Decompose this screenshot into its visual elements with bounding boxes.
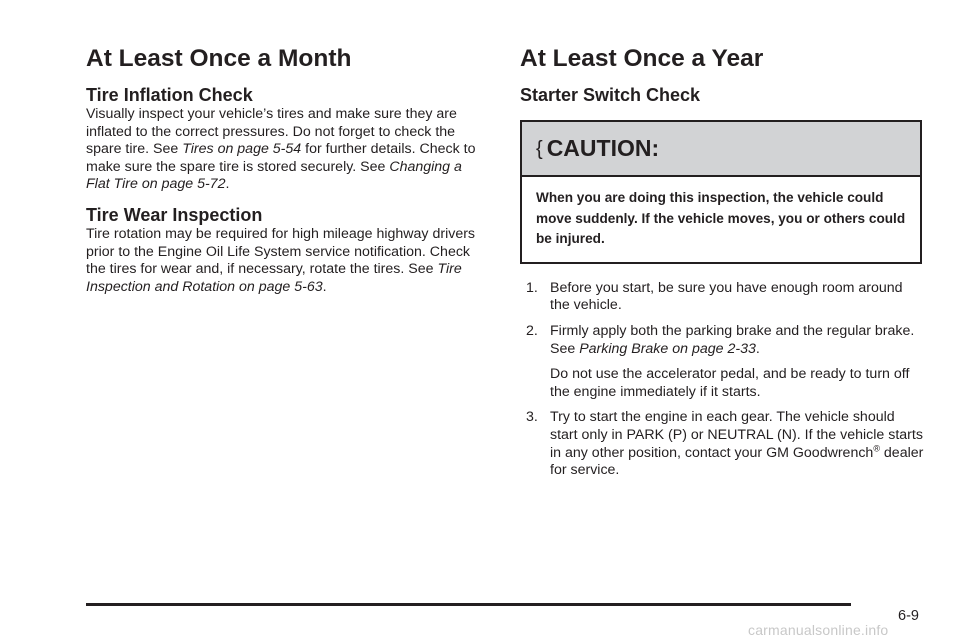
- caution-title: CAUTION:: [546, 135, 660, 161]
- step-number: 1.: [526, 279, 538, 296]
- text: Visually inspect your vehicle’s tires and make sure they are inflated to the correct pressures. Do not forget to check the spare tire. See: [86, 106, 457, 158]
- footer-rule: [86, 603, 851, 606]
- text: for further details. Check to make sure the spare tire is stored securely. See: [86, 141, 476, 175]
- registered-mark: ®: [873, 442, 880, 453]
- page-number: 6-9: [898, 608, 919, 624]
- step-text: Firmly apply both the parking brake and the regular brake. See: [550, 322, 915, 357]
- cross-reference-tires: Tires on page 5-54: [182, 141, 302, 158]
- list-item: [520, 323, 924, 401]
- step-number: 3.: [526, 409, 538, 426]
- heading-tire-inflation-check: Tire Inflation Check: [86, 85, 253, 105]
- steps-list: [520, 280, 924, 480]
- step-note: Do not use the accelerator pedal, and be ready to turn off the engine immediately if it starts.: [550, 366, 910, 400]
- heading-tire-wear-inspection: Tire Wear Inspection: [86, 204, 263, 225]
- step-number: 2.: [526, 322, 538, 339]
- text: .: [225, 176, 230, 193]
- caution-icon: {: [536, 137, 543, 160]
- step-text: Try to start the engine in each gear. The vehicle should start only in PARK (P) or NEUTRAL (N). If the vehicle starts in any other position, contact your GM Goodwrench: [550, 409, 923, 461]
- right-column: [520, 44, 924, 488]
- text: .: [322, 278, 327, 295]
- caution-box: [520, 120, 922, 264]
- step-text: Before you start, be sure you have enough room around the vehicle.: [550, 279, 903, 314]
- text: dealer for service.: [550, 444, 924, 479]
- list-item: [520, 280, 924, 315]
- section-title-monthly: At Least Once a Month: [86, 45, 352, 72]
- caution-header: [522, 122, 920, 177]
- list-item: [520, 409, 924, 479]
- caution-text: When you are doing this inspection, the vehicle could move suddenly. If the vehicle moves, you or others could be injured.: [536, 190, 906, 247]
- text: .: [755, 340, 760, 357]
- cross-reference-parking-brake: Parking Brake on page 2-33: [579, 340, 756, 357]
- cross-reference-tire-rotation: Tire Inspection and Rotation on page 5-63: [86, 261, 462, 295]
- cross-reference-flat-tire: Changing a Flat Tire on page 5-72: [86, 158, 462, 193]
- paragraph-tire-inflation: [86, 106, 488, 194]
- left-column: [86, 44, 488, 296]
- text: Tire rotation may be required for high mileage highway drivers prior to the Engine Oil Life System service notification. Check the tires for wear and, if necessary, rotate the tires. See: [86, 225, 476, 278]
- section-title-yearly: At Least Once a Year: [520, 45, 764, 72]
- watermark: carmanualsonline.info: [748, 622, 889, 638]
- heading-starter-switch-check: Starter Switch Check: [520, 85, 701, 105]
- paragraph-tire-wear: [86, 226, 488, 296]
